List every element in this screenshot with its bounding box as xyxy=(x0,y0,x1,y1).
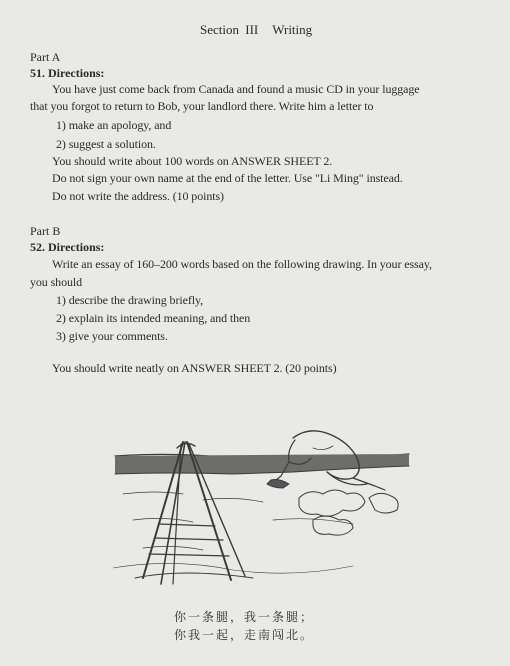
drawing-caption-line: 你我一起，走南闯北。 xyxy=(174,628,315,642)
part-b-item: 1) describe the drawing briefly, xyxy=(56,293,203,307)
drawing-caption-line: 你一条腿，我一条腿； xyxy=(174,610,315,624)
part-b-line: You should write neatly on ANSWER SHEET 2. (20 points) xyxy=(52,361,337,375)
section-title xyxy=(200,22,326,38)
cartoon-drawing xyxy=(113,428,413,598)
part-a-directions: 51. Directions: xyxy=(30,66,105,80)
part-a-item: 1) make an apology, and xyxy=(56,118,172,132)
part-b-line: you should xyxy=(30,275,83,289)
part-b-item: 2) explain its intended meaning, and then xyxy=(56,311,251,325)
part-a-line: You should write about 100 words on ANSWER SHEET 2. xyxy=(52,154,333,168)
part-a-line: that you forgot to return to Bob, your landlord there. Write him a letter to xyxy=(30,99,374,113)
part-a-line: Do not sign your own name at the end of the letter. Use "Li Ming" instead. xyxy=(52,171,403,185)
part-a-item: 2) suggest a solution. xyxy=(56,137,156,151)
part-b-directions: 52. Directions: xyxy=(30,240,105,254)
section-name: Writing xyxy=(272,22,313,37)
part-a-line: Do not write the address. (10 points) xyxy=(52,189,224,203)
part-b-heading: Part B xyxy=(30,224,61,238)
section-label: Section III xyxy=(200,22,259,37)
part-a-line: You have just come back from Canada and found a music CD in your luggage xyxy=(52,82,420,96)
part-a-heading: Part A xyxy=(30,50,61,64)
part-b-line: Write an essay of 160–200 words based on the following drawing. In your essay, xyxy=(52,257,432,271)
part-b-item: 3) give your comments. xyxy=(56,329,168,343)
